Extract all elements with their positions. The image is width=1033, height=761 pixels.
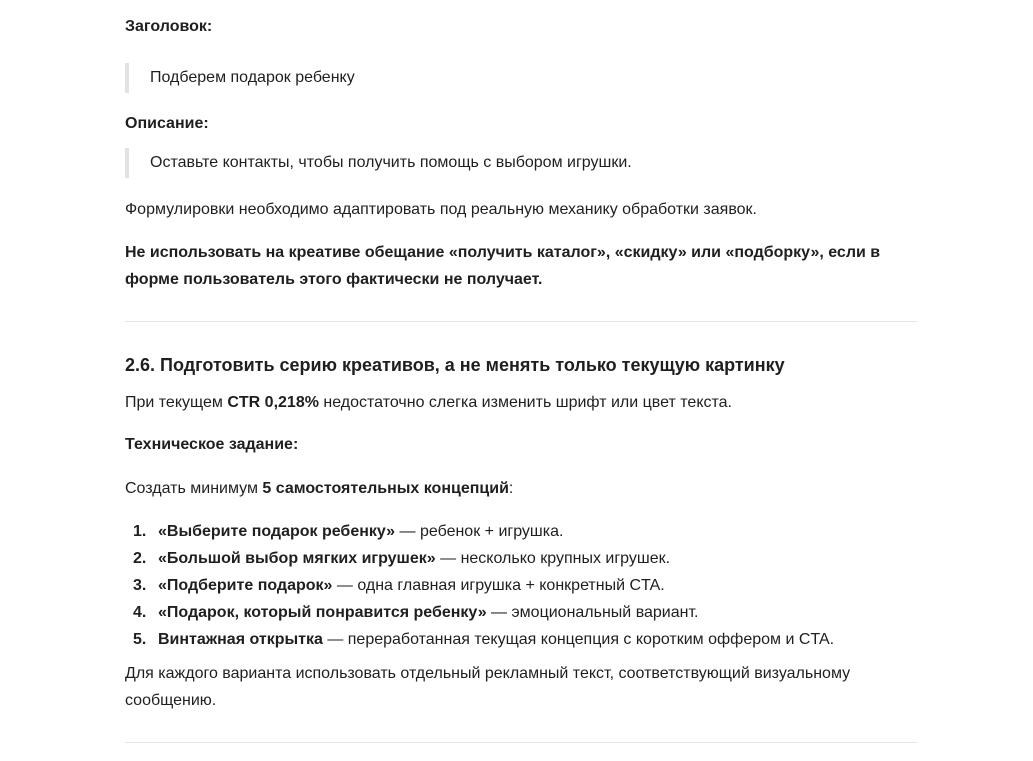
description-label: Описание: [125,115,209,132]
concepts-count: 5 самостоятельных концепций [262,480,509,497]
list-item-title: «Подарок, который понравится ребенку» [158,604,487,621]
list-item-number: 5. [133,631,147,648]
section-heading: 2.6. Подготовить серию креативов, а не менять только текущую картинку [125,355,785,375]
create-concepts-line [125,475,917,502]
warning-paragraph: Не использовать на креативе обещание «получить каталог», «скидку» или «подборку», если в форме пользователь этого фактически не получает. [125,244,881,288]
create-text-after: : [508,480,514,497]
description-quote-text: Оставьте контакты, чтобы получить помощь с выбором игрушки. [150,154,632,171]
list-item-title: Винтажная открытка [158,631,323,648]
list-item [125,545,917,572]
list-item-title: «Выберите подарок ребенку» [158,523,396,540]
list-item-title: «Большой выбор мягких игрушек» [158,550,436,567]
tz-label: Техническое задание: [125,436,299,453]
list-item-desc: — ребенок + игрушка. [395,523,564,540]
bottom-divider [125,742,917,743]
list-item [125,572,917,599]
section-intro [125,389,917,416]
concepts-list [125,518,917,653]
list-item-number: 4. [133,604,147,621]
list-item-desc: — несколько крупных игрушек. [435,550,671,567]
list-item [125,599,917,626]
list-item [125,518,917,545]
list-item-title: «Подберите подарок» [158,577,333,594]
list-item [125,626,917,653]
create-text-before: Создать минимум [125,480,263,497]
headline-quote [125,63,917,93]
list-item-desc: — переработанная текущая концепция с коротким оффером и CTA. [322,631,835,648]
headline-quote-text: Подберем подарок ребенку [150,69,355,86]
intro-text-before: При текущем [125,394,228,411]
list-item-number: 3. [133,577,147,594]
headline-label: Заголовок: [125,18,213,35]
description-quote [125,148,917,178]
closing-paragraph: Для каждого варианта использовать отдельный рекламный текст, соответствующий визуальному сообщению. [125,665,851,709]
ctr-value: CTR 0,218% [227,394,319,411]
list-item-desc: — эмоциональный вариант. [486,604,699,621]
intro-text-after: недостаточно слегка изменить шрифт или цвет текста. [318,394,732,411]
section-divider [125,321,917,322]
list-item-desc: — одна главная игрушка + конкретный CTA. [332,577,665,594]
list-item-number: 1. [133,523,147,540]
adaptation-note: Формулировки необходимо адаптировать под реальную механику обработки заявок. [125,201,757,218]
list-item-number: 2. [133,550,147,567]
